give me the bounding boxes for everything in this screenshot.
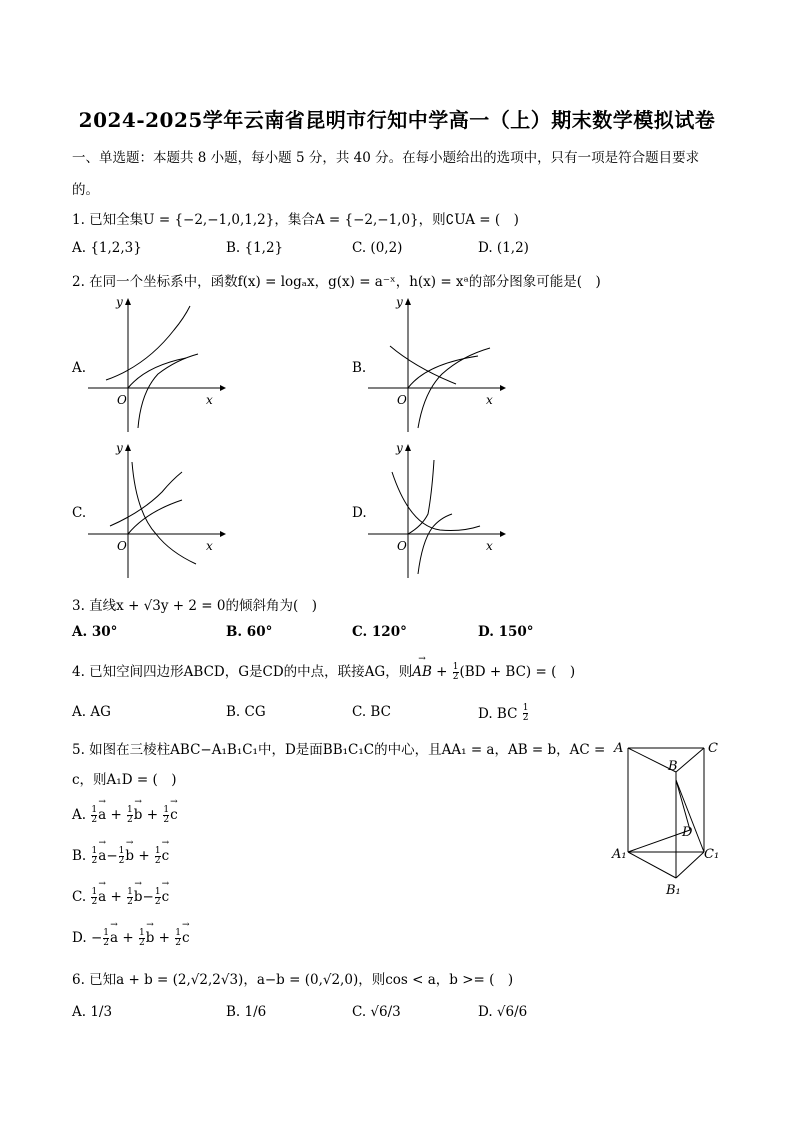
q4-stem-tail: (BD + BC) = ( ) (459, 664, 576, 680)
vertex-b1: B₁ (666, 883, 681, 898)
point-d: D (682, 825, 693, 840)
q4-half: $\frac{1}{2}$ (452, 662, 459, 682)
q5-option-a: A. $\frac{1}{2}$ → a + $\frac{1}{2}$ → b + $\frac{1}{2}$ → c (72, 806, 178, 825)
vertex-c: C (708, 741, 718, 756)
q3-option-d: D. 150° (478, 624, 534, 640)
y-axis-label: y (396, 296, 403, 309)
q2-graph-d (366, 442, 506, 580)
origin-label: O (117, 539, 127, 553)
x-axis-label: x (486, 539, 493, 553)
q6-option-d: D. √6/6 (478, 1004, 528, 1020)
q5-option-b: B. $\frac{1}{2}$ → a− $\frac{1}{2}$ → b + $\frac{1}{2}$ → c (72, 847, 169, 866)
q6-option-a: A. 1/3 (72, 1004, 113, 1020)
q5-prism-figure (606, 734, 726, 900)
q4-option-d: D. BC $\frac{1}{2}$ (478, 703, 529, 723)
x-axis-label: x (486, 393, 493, 407)
q3-stem: 3. 直线x + √3y + 2 = 0的倾斜角为( ) (72, 598, 317, 614)
section-heading: 一、单选题：本题共 8 小题，每小题 5 分，共 40 分。在每小题给出的选项中，只有一项是符合题目要求 (72, 150, 700, 166)
q4-stem (72, 660, 575, 682)
q3-option-c: C. 120° (352, 624, 407, 640)
origin-label: O (397, 539, 407, 553)
y-axis-label: y (116, 442, 123, 455)
q4-plus: + (431, 664, 452, 680)
q4-option-b: B. CG (226, 704, 266, 720)
vertex-a1: A₁ (612, 847, 627, 862)
x-axis-label: x (206, 539, 213, 553)
q1-option-c: C. (0,2) (352, 240, 403, 256)
q5-option-c: C. $\frac{1}{2}$ → a + $\frac{1}{2}$ → b− $\frac{1}{2}$ → c (72, 888, 169, 907)
q2-graph-c (86, 442, 226, 580)
q6-option-c: C. √6/3 (352, 1004, 401, 1020)
q4-option-a: A. AG (72, 704, 111, 720)
section-heading-cont: 的。 (72, 182, 99, 198)
y-axis-label: y (116, 296, 123, 309)
q1-option-d: D. (1,2) (478, 240, 529, 256)
q3-option-a: A. 30° (72, 624, 118, 640)
origin-label: O (117, 393, 127, 407)
q4-option-c: C. BC (352, 704, 391, 720)
page-title: 2024-2025学年云南省昆明市行知中学高一（上）期末数学模拟试卷 (78, 108, 716, 132)
q1-option-b: B. {1,2} (226, 240, 284, 256)
q2-stem: 2. 在同一个坐标系中，函数f(x) = logₐx，g(x) = a⁻ˣ，h(x) = xᵃ的部分图象可能是( ) (72, 274, 601, 290)
q2-graph-a-label: A. (72, 360, 87, 376)
origin-label: O (397, 393, 407, 407)
q5-option-d: D. − $\frac{1}{2}$ → a + $\frac{1}{2}$ → b + $\frac{1}{2}$ → c (72, 929, 190, 948)
vertex-b: B (668, 759, 678, 774)
q6-stem: 6. 已知a + b = (2,√2,2√3)，a−b = (0,√2,0)，则cos < a，b >= ( ) (72, 972, 514, 988)
y-axis-label: y (396, 442, 403, 455)
q3-option-b: B. 60° (226, 624, 273, 640)
vertex-c1: C₁ (704, 847, 720, 862)
q4-option-d-half: $\frac{1}{2}$ (522, 703, 529, 723)
q2-graph-c-label: C. (72, 505, 87, 521)
q2-graph-b-label: B. (352, 360, 367, 376)
vertex-a: A (614, 741, 624, 756)
q5-stem-line2: c，则A₁D = ( ) (72, 772, 177, 788)
q5-stem-line1: 5. 如图在三棱柱ABC−A₁B₁C₁中，D是面BB₁C₁C的中心，且AA₁ = a，AB = b，AC = (72, 742, 606, 758)
q4-stem-text: 4. 已知空间四边形ABCD，G是CD的中点，联接AG，则 (72, 664, 413, 680)
q1-option-a: A. {1,2,3} (72, 240, 142, 256)
x-axis-label: x (206, 393, 213, 407)
q2-graph-a (86, 296, 226, 434)
q2-graph-d-label: D. (352, 505, 367, 521)
q1-stem: 1. 已知全集U = {−2,−1,0,1,2}，集合A = {−2,−1,0}，则∁UA = ( ) (72, 212, 519, 228)
q6-option-b: B. 1/6 (226, 1004, 267, 1020)
q4-vector-ab: → AB (412, 664, 432, 680)
q2-graph-b (366, 296, 506, 434)
